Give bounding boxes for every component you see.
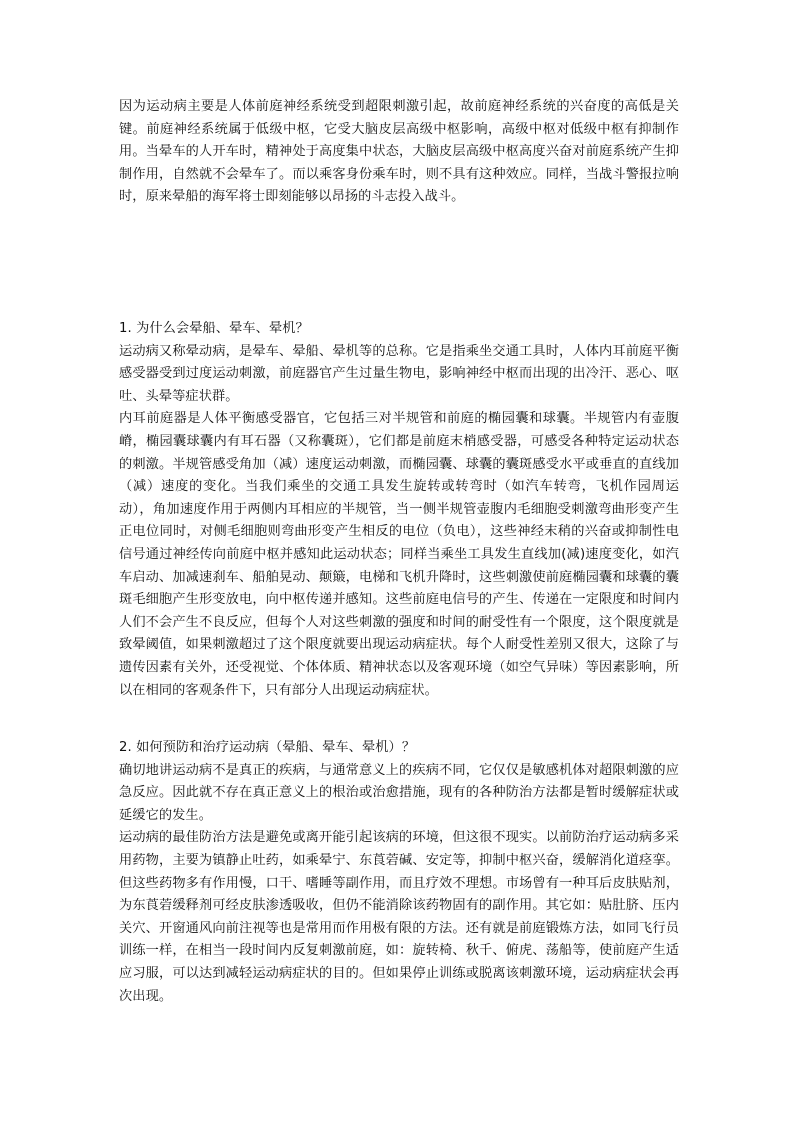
intro-paragraph: 因为运动病主要是人体前庭神经系统受到超限刺激引起，故前庭神经系统的兴奋度的高低是关键。前庭神经系统属于低级中枢，它受大脑皮层高级中枢影响，高级中枢对低级中枢有抑制作用。当晕车的人开车时，精神处于高度集中状态，大脑皮层高级中枢高度兴奋对前庭系统产生抑制作用，自然就不会晕车了。而以乘客身份乘车时，则不具有这种效应。同样，当战斗警报拉响时，原来晕船的海军将士即刻能够以昂扬的斗志投入战斗。 (119, 99, 679, 205)
section-heading: 2. 如何预防和治疗运动病（晕船、晕车、晕机）？ (119, 740, 416, 755)
paragraph: 确切地讲运动病不是真正的疾病，与通常意义上的疾病不同，它仅仅是敏感机体对超限刺激的应急反应。因此就不存在真正意义上的根治或治愈措施，现有的各种防治方法都是暂时缓解症状或延缓它的发生。 (119, 762, 679, 823)
paragraph: 运动病的最佳防治方法是避免或离开能引起该病的环境，但这很不现实。以前防治疗运动病多采用药物，主要为镇静止吐药，如乘晕宁、东莨菪碱、安定等，抑制中枢兴奋，缓解消化道痉挛。但这些药物多有作用慢，口干、嗜睡等副作用，而且疗效不理想。市场曾有一种耳后皮肤贴剂，为东莨菪缓释剂可经皮肤渗透吸收，但仍不能消除该药物固有的副作用。其它如：贴肚脐、压内关穴、开窗通风向前注视等也是常用而作用极有限的方法。还有就是前庭锻炼方法，如同飞行员训练一样，在相当一段时间内反复刺激前庭，如：旋转椅、秋千、俯虎、荡船等，使前庭产生适应习服，可以达到减轻运动病症状的目的。但如果停止训练或脱离该刺激环境，运动病症状会再次出现。 (119, 830, 679, 1004)
section-heading: 1. 为什么会晕船、晕车、晕机？ (119, 321, 309, 336)
paragraph: 内耳前庭器是人体平衡感受器官，它包括三对半规管和前庭的椭园囊和球囊。半规管内有壶腹嵴，椭园囊球囊内有耳石器（又称囊斑），它们都是前庭末梢感受器，可感受各种特定运动状态的刺激。半规管感受角加（减）速度运动刺激，而椭园囊、球囊的囊斑感受水平或垂直的直线加（减）速度的变化。当我们乘坐的交通工具发生旋转或转弯时（如汽车转弯，飞机作园周运动），角加速度作用于两侧内耳相应的半规管，当一侧半规管壶腹内毛细胞受刺激弯曲形变产生正电位同时，对侧毛细胞则弯曲形变产生相反的电位（负电），这些神经末稍的兴奋或抑制性电信号通过神经传向前庭中枢并感知此运动状态；同样当乘坐工具发生直线加(减)速度变化，如汽车启动、加减速刹车、船舶晃动、颠簸，电梯和飞机升降时，这些刺激使前庭椭园囊和球囊的囊斑毛细胞产生形变放电，向中枢传递并感知。这些前庭电信号的产生、传递在一定限度和时间内人们不会产生不良反应，但每个人对这些刺激的强度和时间的耐受性有一个限度，这个限度就是致晕阈值，如果刺激超过了这个限度就要出现运动病症状。每个人耐受性差别又很大，这除了与遗传因素有关外，还受视觉、个体体质、精神状态以及客观环境（如空气异味）等因素影响，所以在相同的客观条件下，只有部分人出现运动病症状。 (119, 411, 679, 698)
paragraph: 运动病又称晕动病，是晕车、晕船、晕机等的总称。它是指乘坐交通工具时，人体内耳前庭平衡感受器受到过度运动刺激，前庭器官产生过量生物电，影响神经中枢而出现的出冷汗、恶心、呕吐、头晕等症状群。 (119, 343, 679, 404)
intro-section (119, 96, 679, 209)
section-motion-sickness-causes (119, 318, 679, 702)
section-motion-sickness-prevention (119, 737, 679, 1008)
